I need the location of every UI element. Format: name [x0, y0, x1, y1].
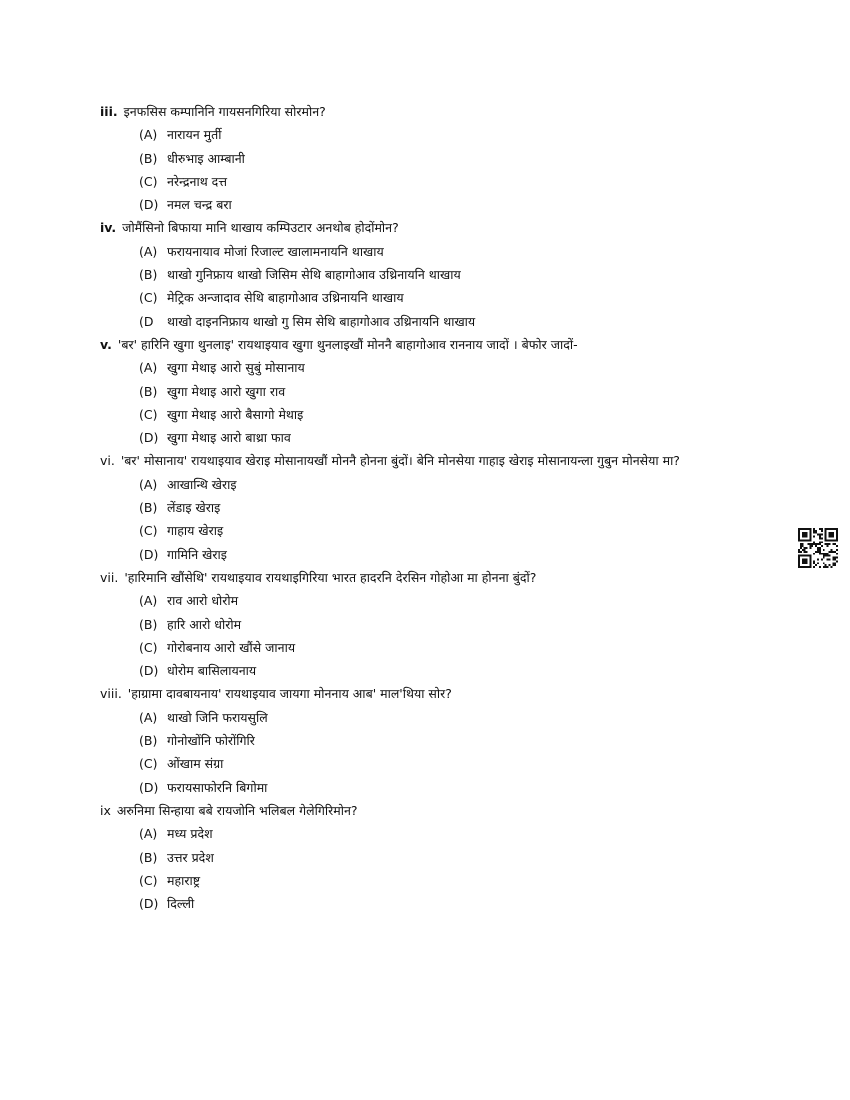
option-letter: (B) [139, 849, 158, 865]
answer-option [139, 776, 780, 799]
question-text [100, 216, 780, 239]
question-text [100, 566, 780, 589]
option-text: गोनोखोंनि फोरोंगिरि [167, 733, 255, 749]
option-letter: (B) [139, 267, 158, 283]
answer-option [139, 752, 780, 775]
option-text: महाराष्ट्र [167, 872, 201, 888]
question-text [100, 333, 780, 356]
question-prompt: 'हाग्रामा दावबायनाय' रायथाइयाव जायगा मोननाय आब' माल'थिया सोर? [127, 686, 452, 702]
answer-option [139, 356, 780, 379]
option-letter: (C) [139, 290, 158, 306]
option-text: नमल चन्द्र बरा [167, 197, 232, 213]
answer-option [139, 473, 780, 496]
option-list [139, 473, 780, 566]
option-text: गामिनि खेराइ [167, 546, 227, 562]
question-text [100, 449, 740, 472]
option-letter: (A) [139, 243, 158, 259]
answer-option [139, 403, 780, 426]
option-letter: (A) [139, 826, 158, 842]
answer-option [139, 496, 780, 519]
answer-option [139, 380, 780, 403]
option-letter: (C) [139, 406, 158, 422]
answer-option [139, 170, 780, 193]
option-text: फरायनायाव मोजां रिजाल्ट खालामनायनि थाखाय [167, 243, 384, 259]
option-letter: (B) [139, 733, 158, 749]
answer-option [139, 822, 780, 845]
option-letter: (C) [139, 756, 158, 772]
question-prompt: 'बर' हारिनि खुगा थुनलाइ' रायथाइयाव खुगा थुनलाइखौं मोननै बाहागोआव राननाय जादों । बेफोर जादों- [117, 336, 578, 352]
option-text: धोरोम बासिलायनाय [167, 663, 257, 679]
option-text: नारायन मुर्ती [167, 127, 222, 143]
answer-option [139, 729, 780, 752]
option-letter: (D) [139, 546, 159, 562]
option-letter: (D) [139, 663, 159, 679]
option-text: राव आरो धोरोम [167, 593, 239, 609]
question-text [100, 100, 780, 123]
question-number: vii. [100, 569, 119, 585]
option-letter: (B) [139, 616, 158, 632]
answer-option [139, 706, 780, 729]
option-letter: (C) [139, 872, 158, 888]
option-letter: (D) [139, 779, 159, 795]
option-list [139, 706, 780, 799]
question-prompt: 'हारिमानि खौंसेथि' रायथाइयाव रायथाइगिरिया भारत हादरनि देरसिन गोहोआ मा होनना बुंदों? [124, 569, 537, 585]
question-prompt: अरुनिमा सिन्हाया बबे रायजोनि भलिबल गेलेगिरिमोन? [116, 802, 358, 818]
option-letter: (A) [139, 127, 158, 143]
option-letter: (B) [139, 150, 158, 166]
option-letter: (B) [139, 500, 158, 516]
option-text: ओंखाम संग्रा [167, 756, 224, 772]
option-letter: (C) [139, 639, 158, 655]
option-text: आखान्थि खेराइ [167, 476, 237, 492]
option-text: थाखो जिनि फरायसुलि [167, 709, 268, 725]
option-text: गोरोबनाय आरो खौंसे जानाय [167, 639, 296, 655]
question-text [100, 682, 780, 705]
question-prompt: 'बर' मोसानाय' रायथाइयाव खेराइ मोसानायखौं मोननै होनना बुंदों। बेनि मोनसेया गाहाइ खेराइ मोसानायन्ला गुबुन मोनसेया मा? [120, 453, 680, 469]
answer-option [139, 892, 780, 915]
option-text: मध्य प्रदेश [167, 826, 213, 842]
option-text: खुगा मेथाइ आरो बैसागो मेथाइ [167, 406, 304, 422]
option-letter: (C) [139, 173, 158, 189]
answer-option [139, 636, 780, 659]
answer-option [139, 613, 780, 636]
question-prompt: जोमैंसिनो बिफाया मानि थाखाय कम्पिउटार अनथोब होदोंमोन? [122, 220, 399, 236]
answer-option [139, 543, 780, 566]
answer-option [139, 589, 780, 612]
answer-option [139, 869, 780, 892]
answer-option [139, 123, 780, 146]
option-text: खुगा मेथाइ आरो बाथ्रा फाव [167, 430, 291, 446]
answer-option [139, 310, 780, 333]
question-block [100, 449, 780, 565]
option-text: हारि आरो धोरोम [167, 616, 242, 632]
answer-option [139, 263, 780, 286]
question-list [100, 100, 780, 915]
option-letter: (D) [139, 430, 159, 446]
question-number: ix [100, 802, 111, 818]
question-block [100, 333, 780, 449]
option-list [139, 240, 780, 333]
question-number: viii. [100, 686, 122, 702]
option-letter: (A) [139, 593, 158, 609]
option-text: थाखो दाइननिफ्राय थाखो गु सिम सेथि बाहागोआव उथ्रिनायनि थाखाय [167, 313, 476, 329]
question-block [100, 216, 780, 332]
option-text: खुगा मेथाइ आरो सुबुं मोसानाय [167, 360, 305, 376]
question-number: iii. [100, 104, 118, 119]
option-text: धीरुभाइ आम्बानी [167, 150, 245, 166]
option-text: नरेन्द्रनाथ दत्त [167, 173, 227, 189]
option-text: लेंडाइ खेराइ [167, 500, 221, 516]
answer-option [139, 286, 780, 309]
answer-option [139, 846, 780, 869]
option-list [139, 822, 780, 915]
option-text: मेट्रिक अन्जादाव सेथि बाहागोआव उथ्रिनायनि थाखाय [167, 290, 404, 306]
answer-option [139, 240, 780, 263]
answer-option [139, 147, 780, 170]
option-letter: (A) [139, 476, 158, 492]
answer-option [139, 193, 780, 216]
answer-option [139, 659, 780, 682]
question-block [100, 100, 780, 216]
question-block [100, 566, 780, 682]
option-list [139, 589, 780, 682]
answer-option [139, 426, 780, 449]
question-prompt: इनफसिस कम्पानिनि गायसनगिरिया सोरमोन? [123, 104, 326, 119]
question-text [100, 799, 780, 822]
option-letter: (A) [139, 360, 158, 376]
option-letter: (D) [139, 197, 159, 213]
answer-option [139, 519, 780, 542]
qr-code-icon [798, 528, 838, 568]
option-text: थाखो गुनिफ्राय थाखो जिसिम सेथि बाहागोआव उथ्रिनायनि थाखाय [167, 267, 461, 283]
option-text: दिल्ली [167, 896, 195, 912]
option-text: खुगा मेथाइ आरो खुगा राव [167, 383, 286, 399]
option-letter: (B) [139, 383, 158, 399]
question-block [100, 799, 780, 915]
option-list [139, 356, 780, 449]
question-block [100, 682, 780, 798]
option-letter: (D [139, 313, 154, 329]
question-number: v. [100, 336, 112, 352]
option-list [139, 123, 780, 216]
option-text: गाहाय खेराइ [167, 523, 224, 539]
option-text: फरायसाफोरनि बिगोमा [167, 779, 268, 795]
option-letter: (C) [139, 523, 158, 539]
question-number: iv. [100, 220, 117, 236]
option-letter: (D) [139, 896, 159, 912]
option-letter: (A) [139, 709, 158, 725]
option-text: उत्तर प्रदेश [167, 849, 214, 865]
question-number: vi. [100, 453, 115, 469]
